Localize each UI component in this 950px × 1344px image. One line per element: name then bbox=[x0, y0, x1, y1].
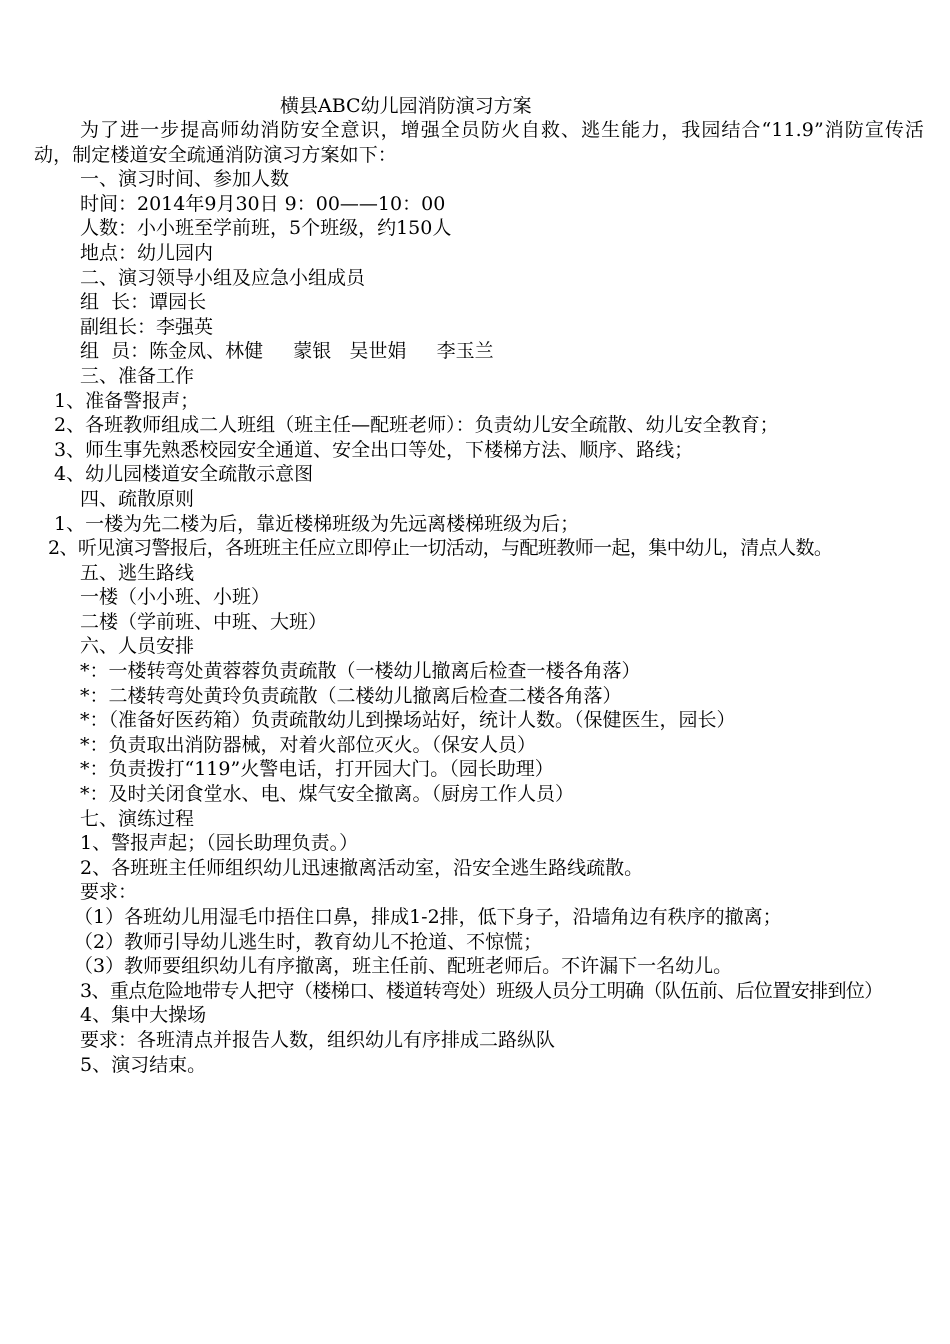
drill-participants: 人数：小小班至学前班，5个班级，约150人 bbox=[80, 217, 452, 240]
section-5-heading: 五、逃生路线 bbox=[80, 561, 195, 584]
team-members: 组 员：陈金凤、林健 蒙银 吴世娟 李玉兰 bbox=[80, 340, 494, 363]
process-step: 4、集中大操场 bbox=[80, 1004, 207, 1027]
staff-assignment: *：二楼转弯处黄玲负责疏散（二楼幼儿撤离后检查二楼各角落） bbox=[80, 684, 622, 707]
drill-location: 地点：幼儿园内 bbox=[80, 241, 214, 264]
requirement-item: （3）教师要组织幼儿有序撤离，班主任前、配班老师后。不许漏下一名幼儿。 bbox=[74, 955, 733, 978]
prep-item: 2、各班教师组成二人班组（班主任—配班老师）：负责幼儿安全疏散、幼儿安全教育； bbox=[54, 414, 779, 437]
gathering-requirement: 要求：各班清点并报告人数，组织幼儿有序排成二路纵队 bbox=[80, 1028, 556, 1051]
requirements-label: 要求： bbox=[80, 881, 138, 904]
team-leader: 组 长：谭园长 bbox=[80, 291, 207, 314]
route-item: 二楼（学前班、中班、大班） bbox=[80, 610, 328, 633]
staff-assignment: *：一楼转弯处黄蓉蓉负责疏散（一楼幼儿撤离后检查一楼各角落） bbox=[80, 660, 641, 683]
requirement-item: （2）教师引导幼儿逃生时，教育幼儿不抢道、不惊慌； bbox=[74, 930, 543, 953]
process-step: 5、演习结束。 bbox=[80, 1053, 207, 1076]
section-6-heading: 六、人员安排 bbox=[80, 635, 195, 658]
prep-item: 1、准备警报声； bbox=[54, 389, 200, 412]
process-step: 2、各班班主任师组织幼儿迅速撤离活动室，沿安全逃生路线疏散。 bbox=[80, 856, 644, 879]
section-2-heading: 二、演习领导小组及应急小组成员 bbox=[80, 266, 366, 289]
drill-time: 时间：2014年9月30日 9：00——10：00 bbox=[80, 192, 446, 215]
intro-paragraph: 为了进一步提高师幼消防安全意识，增强全员防火自救、逃生能力，我园结合“11.9”消防宣传活动，制定楼道安全疏通消防演习方案如下： bbox=[34, 119, 924, 166]
prep-item: 4、幼儿园楼道安全疏散示意图 bbox=[54, 463, 314, 486]
document-title: 横县ABC幼儿园消防演习方案 bbox=[280, 95, 532, 117]
staff-assignment: *：负责取出消防器械，对着火部位灭火。（保安人员） bbox=[80, 733, 537, 756]
team-vice-leader: 副组长：李强英 bbox=[80, 315, 214, 338]
route-item: 一楼（小小班、小班） bbox=[80, 586, 271, 609]
section-1-heading: 一、演习时间、参加人数 bbox=[80, 168, 290, 191]
process-step: 1、警报声起；（园长助理负责。） bbox=[80, 832, 359, 855]
staff-assignment: *：及时关闭食堂水、电、煤气安全撤离。（厨房工作人员） bbox=[80, 783, 575, 806]
section-7-heading: 七、演练过程 bbox=[80, 807, 195, 830]
staff-assignment: *：负责拨打“119”火警电话，打开园大门。（园长助理） bbox=[80, 758, 554, 781]
section-3-heading: 三、准备工作 bbox=[80, 364, 195, 387]
staff-assignment: *：（准备好医药箱）负责疏散幼儿到操场站好，统计人数。（保健医生，园长） bbox=[80, 709, 736, 732]
prep-item: 3、师生事先熟悉校园安全通道、安全出口等处，下楼梯方法、顺序、路线； bbox=[54, 438, 694, 461]
principle-item: 2、听见演习警报后，各班班主任应立即停止一切活动，与配班教师一起，集中幼儿，清点人数。 bbox=[48, 537, 833, 560]
requirement-item: （1）各班幼儿用湿毛巾捂住口鼻，排成1-2排，低下身子，沿墙角边有秩序的撤离； bbox=[74, 906, 782, 928]
document-body bbox=[34, 118, 924, 1077]
process-step: 3、重点危险地带专人把守（楼梯口、楼道转弯处）班级人员分工明确（队伍前、后位置安排到位） bbox=[80, 979, 883, 1002]
principle-item: 1、一楼为先二楼为后，靠近楼梯班级为先远离楼梯班级为后； bbox=[54, 512, 580, 535]
section-4-heading: 四、疏散原则 bbox=[80, 487, 195, 510]
